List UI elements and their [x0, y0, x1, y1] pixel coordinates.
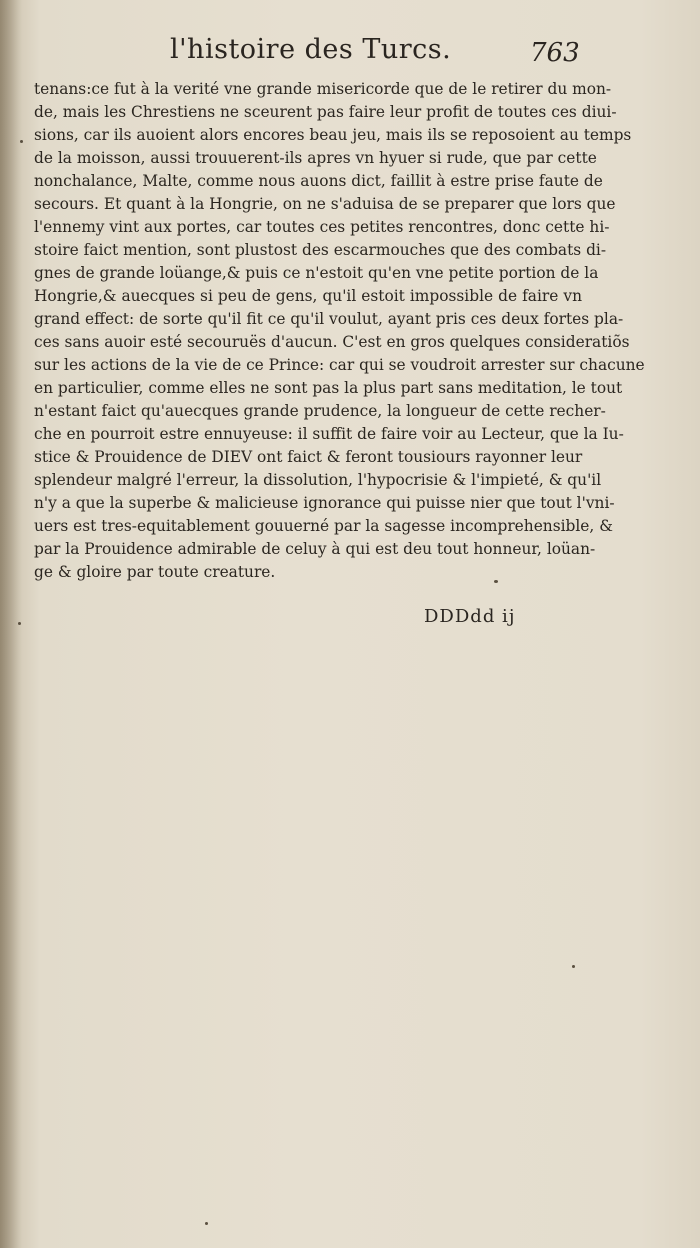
text-line: uers est tres-equitablement gouuerné par la sagesse incomprehensible, &: [34, 517, 613, 535]
text-line: ge & gloire par toute creature.: [34, 563, 276, 581]
text-line: nonchalance, Malte, comme nous auons dict, faillit à estre prise faute de: [34, 172, 603, 190]
text-line: grand effect: de sorte qu'il fit ce qu'il voulut, ayant pris ces deux fortes pla-: [34, 310, 624, 328]
text-line: de, mais les Chrestiens ne sceurent pas faire leur profit de toutes ces diui-: [34, 103, 617, 121]
paper-speck: [572, 965, 575, 968]
text-line: n'y a que la superbe & malicieuse ignorance qui puisse nier que tout l'vni-: [34, 494, 615, 512]
signature-mark: DDDdd ij: [424, 606, 516, 627]
running-title: l'histoire des Turcs.: [170, 34, 452, 65]
paper-speck: [494, 580, 498, 583]
page-number: 763: [530, 38, 580, 68]
text-line: de la moisson, aussi trouuerent-ils apres vn hyuer si rude, que par cette: [34, 149, 597, 167]
text-line: sions, car ils auoient alors encores beau jeu, mais ils se reposoient au temps: [34, 126, 632, 144]
text-line: ces sans auoir esté secouruës d'aucun. C'est en gros quelques consideratiõs: [34, 333, 630, 351]
text-line: gnes de grande loüange,& puis ce n'estoit qu'en vne petite portion de la: [34, 264, 599, 282]
text-line: sur les actions de la vie de ce Prince: car qui se voudroit arrester sur chacune: [34, 356, 645, 374]
text-line: secours. Et quant à la Hongrie, on ne s'aduisa de se preparer que lors que: [34, 195, 616, 213]
paper-speck: [20, 140, 23, 143]
text-line: en particulier, comme elles ne sont pas la plus part sans meditation, le tout: [34, 379, 623, 397]
text-line: tenans:ce fut à la verité vne grande misericorde que de le retirer du mon-: [34, 80, 612, 98]
paper-speck: [205, 1222, 208, 1225]
text-line: par la Prouidence admirable de celuy à qui est deu tout honneur, loüan-: [34, 540, 596, 558]
text-line: splendeur malgré l'erreur, la dissolution, l'hypocrisie & l'impieté, & qu'il: [34, 471, 602, 489]
text-line: stice & Prouidence de DIEV ont faict & feront tousiours rayonner leur: [34, 448, 583, 466]
text-line: Hongrie,& auecques si peu de gens, qu'il estoit impossible de faire vn: [34, 287, 582, 305]
text-line: l'ennemy vint aux portes, car toutes ces petites rencontres, donc cette hi-: [34, 218, 610, 236]
paper-speck: [18, 622, 21, 625]
text-line: che en pourroit estre ennuyeuse: il suffit de faire voir au Lecteur, que la Iu-: [34, 425, 624, 443]
text-line: stoire faict mention, sont plustost des escarmouches que des combats di-: [34, 241, 607, 259]
body-text: [34, 78, 645, 584]
text-line: n'estant faict qu'auecques grande prudence, la longueur de cette recher-: [34, 402, 606, 420]
